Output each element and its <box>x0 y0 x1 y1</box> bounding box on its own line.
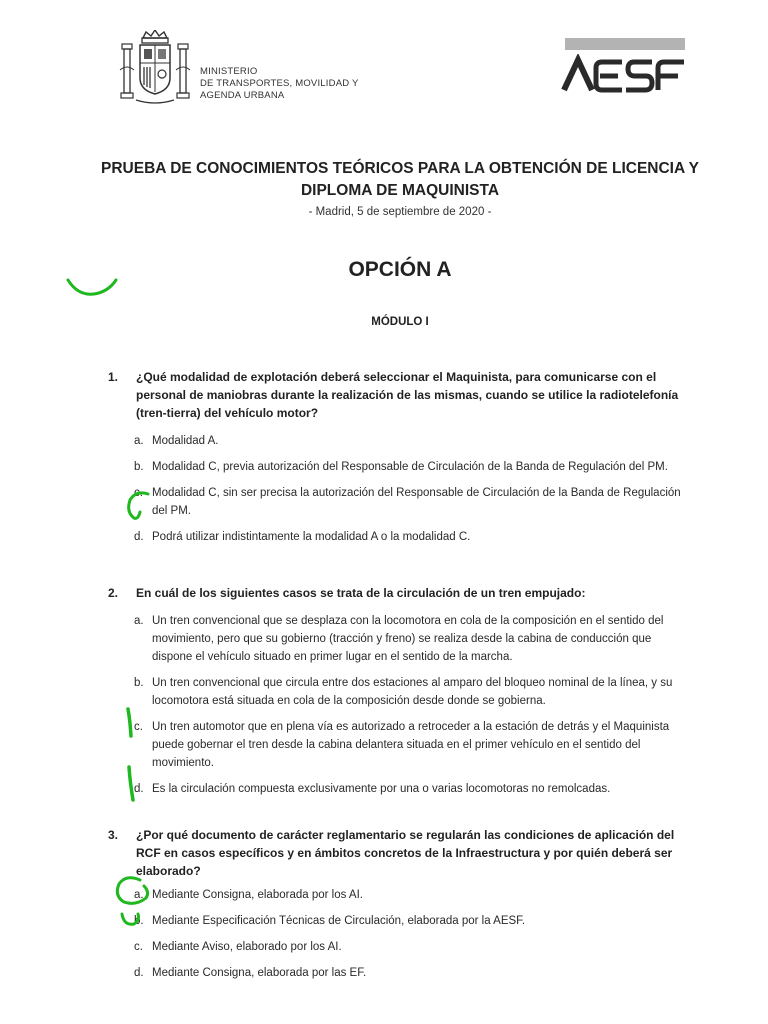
answer-letter: d. <box>134 967 144 979</box>
ministry-name <box>200 66 359 102</box>
exam-title <box>80 158 720 202</box>
answer-option[interactable] <box>108 612 693 666</box>
redacted-bar <box>565 38 685 50</box>
answer-text: Un tren convencional que circula entre dos estaciones al amparo del bloqueo nominal de la línea, y su locomotora está situada en cola de la composición desde donde se gobierna. <box>152 677 673 707</box>
answer-letter: c. <box>134 487 143 499</box>
title-line-1: PRUEBA DE CONOCIMIENTOS TEÓRICOS PARA LA OBTENCIÓN DE LICENCIA Y <box>101 160 699 177</box>
question-number: 2. <box>108 586 119 600</box>
answer-letter: b. <box>134 915 144 927</box>
ministry-line: MINISTERIO <box>200 66 258 77</box>
answer-letter: b. <box>134 677 144 689</box>
answer-text: Modalidad A. <box>152 435 219 447</box>
answer-option[interactable] <box>108 938 693 956</box>
answer-text: Mediante Consigna, elaborada por las EF. <box>152 967 367 979</box>
answer-letter: a. <box>134 889 144 901</box>
question-heading <box>108 368 693 422</box>
question-text: En cuál de los siguientes casos se trata de la circulación de un tren empujado: <box>136 586 586 600</box>
aesf-logo <box>560 54 688 94</box>
question-1 <box>108 368 693 546</box>
pen-tick-mark <box>64 272 120 302</box>
title-line-2: DIPLOMA DE MAQUINISTA <box>300 182 500 199</box>
answer-option[interactable] <box>108 912 693 930</box>
pen-stroke-mark <box>120 706 140 740</box>
answer-letter: d. <box>134 531 144 543</box>
answer-option[interactable] <box>108 432 693 450</box>
answer-letter: b. <box>134 461 144 473</box>
answer-letter: d. <box>134 783 144 795</box>
answer-option[interactable] <box>108 674 693 710</box>
answer-option[interactable] <box>108 484 693 520</box>
answer-letter: a. <box>134 615 144 627</box>
option-heading: OPCIÓN A <box>348 258 452 281</box>
question-heading <box>108 584 693 602</box>
answer-letter: c. <box>134 941 143 953</box>
question-number: 3. <box>108 828 119 842</box>
pen-stroke-mark <box>122 764 142 804</box>
spain-coat-of-arms-icon <box>118 30 192 108</box>
answer-option[interactable] <box>108 886 693 904</box>
answer-option[interactable] <box>108 528 693 546</box>
answer-option[interactable] <box>108 718 693 772</box>
answer-text: Es la circulación compuesta exclusivamente por una o varias locomotoras no remolcadas. <box>152 783 611 795</box>
ministry-line: AGENDA URBANA <box>200 90 285 101</box>
ministry-header <box>118 30 378 110</box>
question-number: 1. <box>108 370 119 384</box>
question-2 <box>108 584 693 798</box>
answer-text: Mediante Especificación Técnicas de Circulación, elaborada por la AESF. <box>152 915 526 927</box>
question-heading <box>108 826 693 880</box>
question-text: ¿Qué modalidad de explotación deberá seleccionar el Maquinista, para comunicarse con el personal de maniobras durante la realización de las mismas, cuando se utilice la radiotelefonía (tren-tierra) del vehículo motor? <box>136 370 679 420</box>
answer-text: Modalidad C, sin ser precisa la autorización del Responsable de Circulación de la Banda de Regulación del PM. <box>152 487 681 517</box>
answer-letter: c. <box>134 721 143 733</box>
pen-tick-mark <box>118 906 144 932</box>
ministry-line: DE TRANSPORTES, MOVILIDAD Y <box>200 78 359 89</box>
answer-text: Mediante Aviso, elaborado por los AI. <box>152 941 342 953</box>
answer-option[interactable] <box>108 964 693 982</box>
question-text: ¿Por qué documento de carácter reglamentario se regularán las condiciones de aplicación del RCF en casos específicos y en ámbitos concretos de la Infraestructura y por quién deberá ser elaborado? <box>136 828 675 878</box>
answer-option[interactable] <box>108 458 693 476</box>
answer-text: Mediante Consigna, elaborada por los AI. <box>152 889 363 901</box>
aesf-logo-area <box>560 36 690 96</box>
answer-text: Un tren convencional que se desplaza con la locomotora en cola de la composición en el sentido del movimiento, pero que su gobierno (tracción y freno) se realiza desde la cabina de conducción que dispone el vehículo situado en primer lugar en el sentido de la marcha. <box>152 615 664 663</box>
answer-text: Podrá utilizar indistintamente la modalidad A o la modalidad C. <box>152 531 471 543</box>
question-3 <box>108 826 693 982</box>
answer-text: Modalidad C, previa autorización del Responsable de Circulación de la Banda de Regulación del PM. <box>152 461 668 473</box>
answer-letter: a. <box>134 435 144 447</box>
pen-circle-mark <box>110 872 154 910</box>
answer-option[interactable] <box>108 780 693 798</box>
answer-text: Un tren automotor que en plena vía es autorizado a retroceder a la estación de detrás y el Maquinista puede gobernar el tren desde la cabina delantera situada en el primer vehículo en el sentido del movimiento. <box>152 721 670 769</box>
exam-date: - Madrid, 5 de septiembre de 2020 - <box>308 206 492 218</box>
pen-circle-mark <box>122 488 156 524</box>
module-heading: MÓDULO I <box>371 316 429 328</box>
